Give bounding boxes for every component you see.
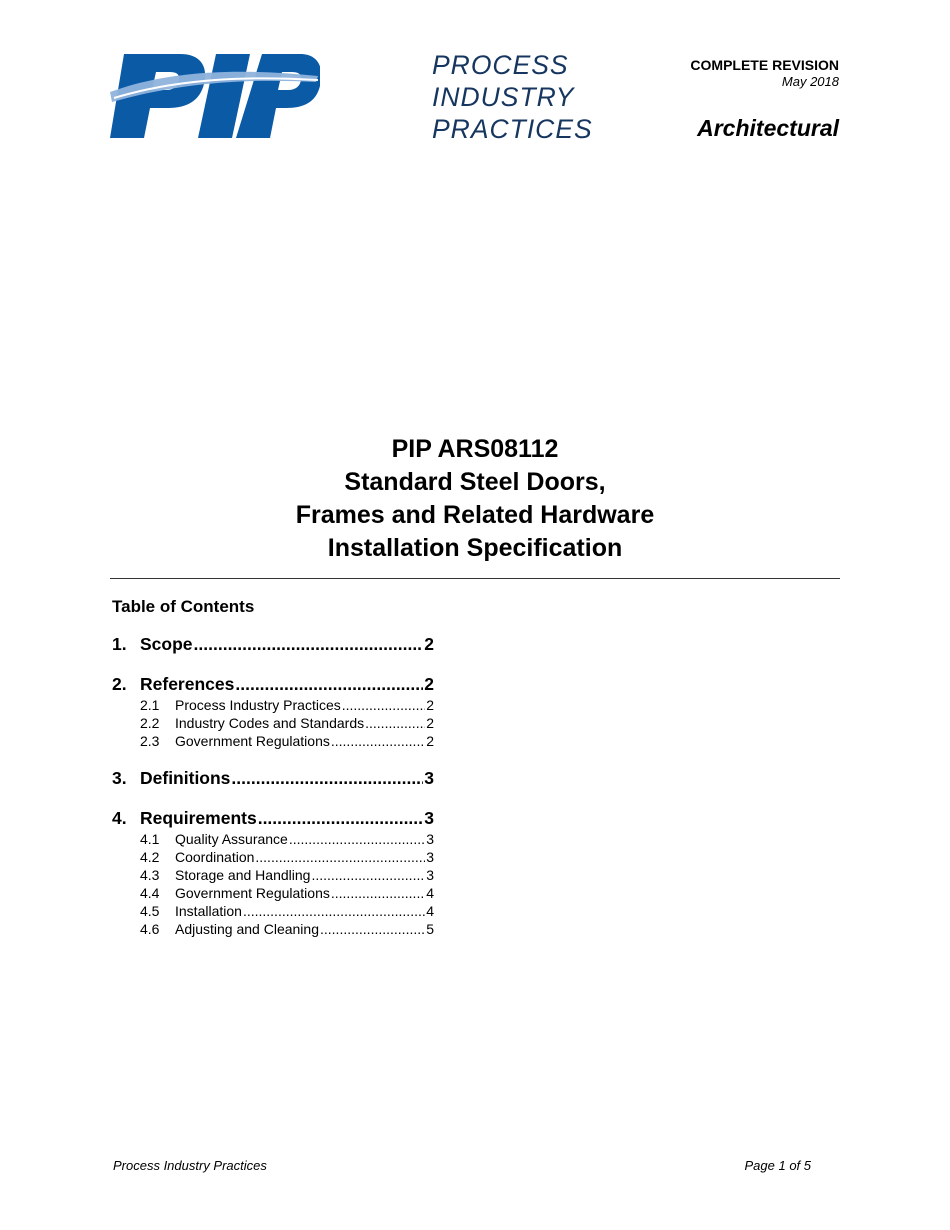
toc-subentry-page: 3 <box>426 849 434 865</box>
toc-subentry-title: Quality Assurance <box>175 831 288 847</box>
toc-entry-references[interactable] <box>112 672 434 696</box>
toc-subentry[interactable] <box>112 732 434 750</box>
toc-subentry-title: Installation <box>175 903 242 919</box>
toc-subentry-page: 3 <box>426 831 434 847</box>
toc-subentry-number: 2.2 <box>140 715 160 731</box>
toc-subentry-number: 4.2 <box>140 849 160 865</box>
toc-dot-leader <box>258 806 424 830</box>
toc-section <box>112 766 434 790</box>
toc-subentry[interactable] <box>112 866 434 884</box>
toc-entry-page: 3 <box>424 808 434 828</box>
toc-subentry-title: Government Regulations <box>175 733 330 749</box>
toc-subentry-page: 5 <box>426 921 434 937</box>
document-category: Architectural <box>697 115 839 141</box>
toc-subentry-page: 2 <box>426 733 434 749</box>
pip-logo-mark <box>110 52 320 142</box>
toc-subentry-title: Coordination <box>175 849 255 865</box>
toc-entry-title: References <box>140 674 235 694</box>
toc-subentry-title: Adjusting and Cleaning <box>175 921 319 937</box>
toc-entry-page: 2 <box>424 634 434 654</box>
toc-section <box>112 806 434 938</box>
toc-dot-leader <box>231 766 423 790</box>
toc-subentry-number: 4.5 <box>140 903 160 919</box>
toc-subentry-title: Storage and Handling <box>175 867 311 883</box>
toc-subentry-number: 4.6 <box>140 921 160 937</box>
toc-dot-leader <box>235 672 423 696</box>
toc-entry-title: Definitions <box>140 768 231 788</box>
logo-text-line: PROCESS <box>432 50 569 80</box>
toc-entry-number: 2. <box>112 674 127 694</box>
toc-subentry-page: 3 <box>426 867 434 883</box>
toc-entry-number: 1. <box>112 634 127 654</box>
toc-dot-leader <box>289 830 425 848</box>
toc-entry-title: Scope <box>140 634 193 654</box>
toc-subentry-number: 4.3 <box>140 867 160 883</box>
toc-subentry[interactable] <box>112 920 434 938</box>
toc-subentry-page: 4 <box>426 903 434 919</box>
title-divider <box>110 578 840 579</box>
toc-dot-leader <box>320 920 425 938</box>
toc-entry-title: Requirements <box>140 808 257 828</box>
toc-subentry[interactable] <box>112 830 434 848</box>
toc-subentry-title: Industry Codes and Standards <box>175 715 365 731</box>
toc-dot-leader <box>342 696 425 714</box>
toc-subentry[interactable] <box>112 848 434 866</box>
toc-dot-leader <box>255 848 425 866</box>
footer-page-number: Page 1 of 5 <box>744 1158 811 1173</box>
toc-subentry-page: 4 <box>426 885 434 901</box>
toc-entry-page: 2 <box>424 674 434 694</box>
toc-subentry-title: Process Industry Practices <box>175 697 341 713</box>
title-line: Standard Steel Doors, <box>344 468 606 496</box>
toc-subentry[interactable] <box>112 696 434 714</box>
logo-text-line: INDUSTRY <box>432 82 575 112</box>
toc-heading: Table of Contents <box>112 597 255 616</box>
revision-date: May 2018 <box>781 74 839 89</box>
toc-subentry-page: 2 <box>426 697 434 713</box>
document-title <box>0 433 950 565</box>
revision-status: COMPLETE REVISION <box>690 57 839 73</box>
toc-entry-page: 3 <box>424 768 434 788</box>
table-of-contents <box>112 632 434 954</box>
toc-section <box>112 672 434 750</box>
logo-text-line: PRACTICES <box>432 114 593 144</box>
toc-entry-definitions[interactable] <box>112 766 434 790</box>
toc-entry-number: 3. <box>112 768 127 788</box>
toc-subentry-page: 2 <box>426 715 434 731</box>
revision-info <box>690 57 839 90</box>
toc-dot-leader <box>365 714 425 732</box>
title-line: Installation Specification <box>327 534 623 562</box>
footer-publisher: Process Industry Practices <box>113 1158 267 1173</box>
toc-subentry-number: 2.1 <box>140 697 160 713</box>
title-line: Frames and Related Hardware <box>295 501 655 529</box>
pip-logo <box>110 50 593 144</box>
toc-subentry[interactable] <box>112 884 434 902</box>
toc-subentry[interactable] <box>112 902 434 920</box>
toc-subentry-number: 2.3 <box>140 733 160 749</box>
toc-subentry[interactable] <box>112 714 434 732</box>
toc-dot-leader <box>331 884 425 902</box>
toc-subentry-number: 4.1 <box>140 831 160 847</box>
toc-section <box>112 632 434 656</box>
toc-entry-requirements[interactable] <box>112 806 434 830</box>
toc-dot-leader <box>243 902 425 920</box>
title-line: PIP ARS08112 <box>391 435 559 463</box>
toc-dot-leader <box>331 732 425 750</box>
toc-entry-scope[interactable] <box>112 632 434 656</box>
toc-subentry-title: Government Regulations <box>175 885 330 901</box>
toc-subentry-number: 4.4 <box>140 885 160 901</box>
toc-dot-leader <box>194 632 424 656</box>
toc-dot-leader <box>311 866 425 884</box>
toc-entry-number: 4. <box>112 808 127 828</box>
